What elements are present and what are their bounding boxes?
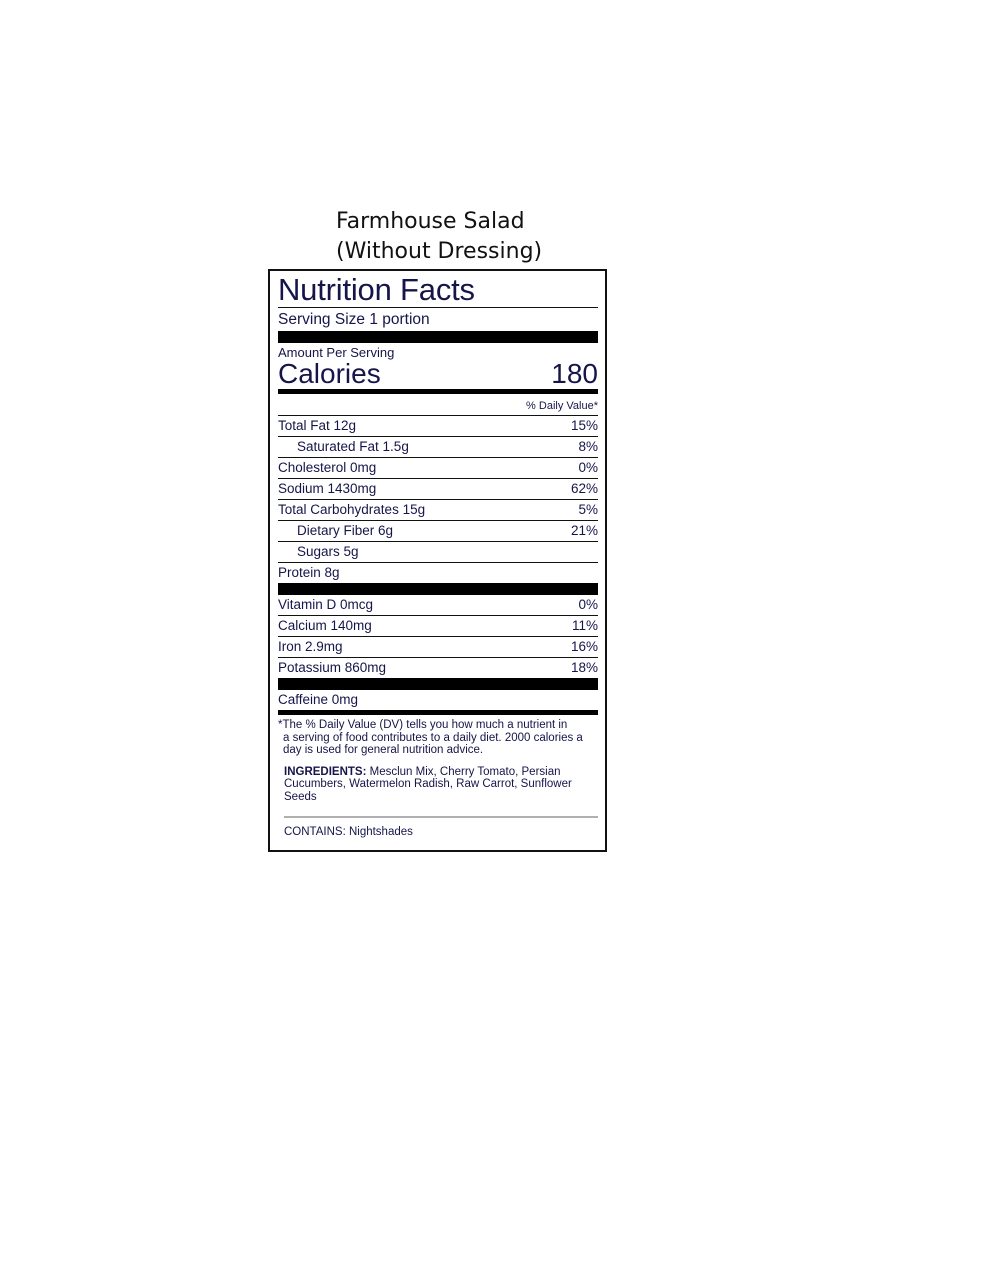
vitamin-row-calcium	[278, 615, 598, 636]
nutrient-row-cholesterol	[278, 457, 598, 478]
nutrient-row-dietary-fiber	[278, 520, 598, 541]
caffeine-row	[278, 690, 598, 710]
nutrient-dv: 5%	[578, 502, 598, 517]
calories-row	[278, 359, 598, 389]
vitamin-label: Iron 2.9mg	[278, 639, 343, 654]
product-title-line-2: (Without Dressing)	[336, 239, 543, 264]
serving-bar	[278, 331, 598, 343]
product-title	[336, 207, 542, 267]
vitamins-bar	[278, 583, 598, 595]
vitamin-dv: 16%	[570, 639, 598, 654]
calories-label: Calories	[278, 358, 381, 389]
nutrient-row-total-carbohydrates	[278, 499, 598, 520]
nutrient-label: Sodium 1430mg	[278, 481, 377, 496]
nutrient-dv: 0%	[578, 460, 598, 475]
nutrient-row-saturated-fat	[278, 436, 598, 457]
vitamin-label: Calcium 140mg	[278, 618, 372, 633]
nutrient-label: Cholesterol 0mg	[278, 460, 377, 475]
amount-per-serving: Amount Per Serving	[278, 345, 395, 360]
footnote-line-1: *The % Daily Value (DV) tells you how much a nutrient in	[278, 719, 568, 731]
product-title-line-1: Farmhouse Salad	[336, 209, 525, 234]
vitamin-row-vitamin-d	[278, 595, 598, 615]
caffeine-bar	[278, 678, 598, 690]
calories-value: 180	[551, 358, 598, 389]
nutrient-label: Dietary Fiber 6g	[297, 523, 394, 538]
vitamin-label: Vitamin D 0mcg	[278, 597, 374, 612]
ingredients	[278, 766, 598, 804]
ingredients-label: INGREDIENTS:	[284, 765, 370, 778]
nutrition-facts-heading: Nutrition Facts	[278, 272, 475, 307]
nutrient-dv: 21%	[570, 523, 598, 538]
nutrient-row-protein	[278, 562, 598, 583]
nutrient-dv: 15%	[570, 418, 598, 433]
nutrient-dv: 62%	[570, 481, 598, 496]
contains-allergens: CONTAINS: Nightshades	[284, 826, 413, 838]
nutrient-row-total-fat	[278, 415, 598, 436]
contains-divider	[284, 816, 598, 818]
nutrient-label: Protein 8g	[278, 565, 340, 580]
nutrient-label: Sugars 5g	[297, 544, 359, 559]
vitamin-row-potassium	[278, 657, 598, 678]
footnote-body: a serving of food contributes to a daily diet. 2000 calories a day is used for general nutrition advice.	[283, 731, 583, 756]
nutrient-row-sugars	[278, 541, 598, 562]
vitamin-dv: 18%	[570, 660, 598, 675]
vitamin-label: Potassium 860mg	[278, 660, 387, 675]
vitamin-dv: 0%	[578, 597, 598, 612]
calories-bar	[278, 389, 598, 394]
nutrient-row-sodium	[278, 478, 598, 499]
nutrient-label: Total Fat 12g	[278, 418, 357, 433]
daily-value-header: % Daily Value*	[526, 400, 598, 412]
nutrient-label: Saturated Fat 1.5g	[297, 439, 409, 454]
vitamin-dv: 11%	[571, 618, 598, 633]
heading-rule	[278, 307, 598, 308]
nutrition-facts-label	[268, 269, 607, 852]
caffeine-label: Caffeine 0mg	[278, 692, 359, 707]
nutrient-dv: 8%	[578, 439, 598, 454]
daily-value-footnote	[278, 719, 598, 757]
nutrient-label: Total Carbohydrates 15g	[278, 502, 426, 517]
vitamin-row-iron	[278, 636, 598, 657]
footnote-bar	[278, 710, 598, 715]
serving-size: Serving Size 1 portion	[278, 311, 430, 328]
ingredients-text: Mesclun Mix, Cherry Tomato, Persian Cucumbers, Watermelon Radish, Raw Carrot, Sunflower Seeds	[284, 765, 572, 803]
